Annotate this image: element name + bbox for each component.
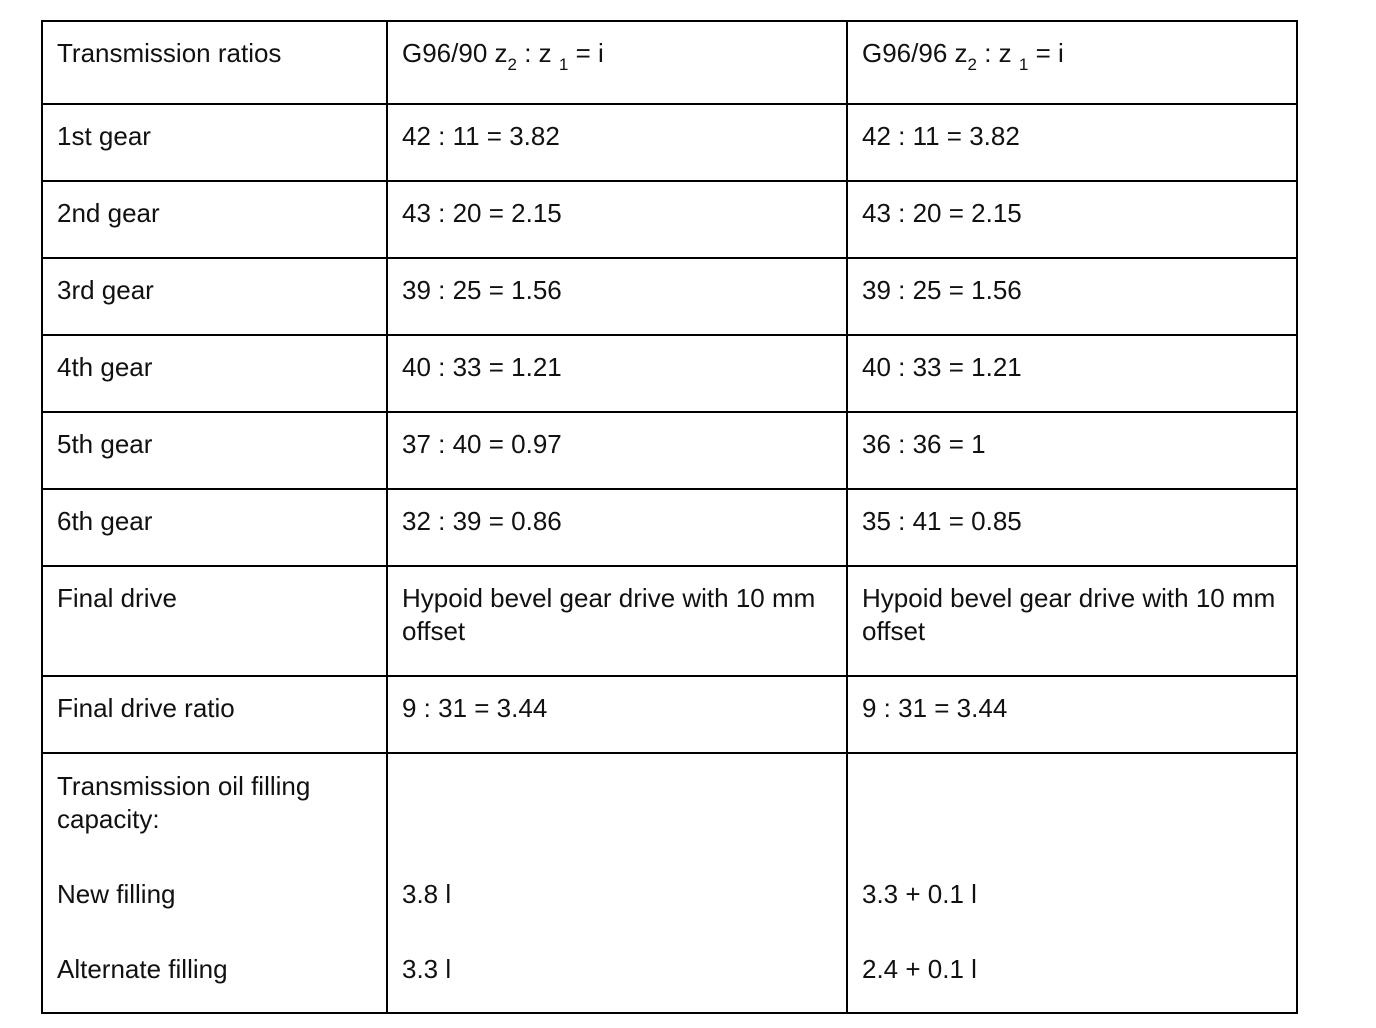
row-label: Final drive [42,566,387,676]
g96-90-value: 39 : 25 = 1.56 [387,258,847,335]
g96-96-value: Hypoid bevel gear drive with 10 mm offset [847,566,1297,676]
g96-90-value: Hypoid bevel gear drive with 10 mm offset [387,566,847,676]
row-label: 5th gear [42,412,387,489]
transmission-ratios-table [41,20,1298,1014]
oil-capacity-g96-90 [387,753,847,1013]
table-row [42,566,1297,676]
table-row [42,489,1297,566]
table-row [42,335,1297,412]
new-filling-g96-96: 3.3 + 0.1 l [862,879,977,909]
table-row [42,258,1297,335]
table-row [42,412,1297,489]
table-header-row [42,21,1297,104]
table-row [42,181,1297,258]
row-label: 4th gear [42,335,387,412]
oil-capacity-heading: Transmission oil filling capacity: [57,771,311,834]
alternate-filling-g96-90: 3.3 l [402,954,452,984]
g96-96-value: 36 : 36 = 1 [847,412,1297,489]
oil-capacity-row [42,753,1297,1013]
g96-96-value: 9 : 31 = 3.44 [847,676,1297,753]
table-row [42,104,1297,181]
g96-90-value: 9 : 31 = 3.44 [387,676,847,753]
row-label: 2nd gear [42,181,387,258]
g96-96-value: 39 : 25 = 1.56 [847,258,1297,335]
header-transmission-ratios: Transmission ratios [42,21,387,104]
row-label: Final drive ratio [42,676,387,753]
oil-capacity-labels [42,753,387,1013]
g96-90-value: 37 : 40 = 0.97 [387,412,847,489]
g96-96-value: 35 : 41 = 0.85 [847,489,1297,566]
row-label: 6th gear [42,489,387,566]
header-g96-96: G96/96 $z_2$ : z $_1$ = i [847,21,1297,104]
g96-90-value: 43 : 20 = 2.15 [387,181,847,258]
g96-90-value: 42 : 11 = 3.82 [387,104,847,181]
table-row [42,676,1297,753]
alternate-filling-g96-96: 2.4 + 0.1 l [862,954,977,984]
header-g96-90: G96/90 $z_2$ : z $_1$ = i [387,21,847,104]
g96-96-value: 43 : 20 = 2.15 [847,181,1297,258]
g96-96-value: 42 : 11 = 3.82 [847,104,1297,181]
row-label: 3rd gear [42,258,387,335]
row-label: 1st gear [42,104,387,181]
new-filling-g96-90: 3.8 l [402,879,452,909]
oil-capacity-g96-96 [847,753,1297,1013]
new-filling-label: New filling [57,879,176,909]
g96-90-value: 40 : 33 = 1.21 [387,335,847,412]
g96-90-value: 32 : 39 = 0.86 [387,489,847,566]
g96-96-value: 40 : 33 = 1.21 [847,335,1297,412]
alternate-filling-label: Alternate filling [57,954,228,984]
